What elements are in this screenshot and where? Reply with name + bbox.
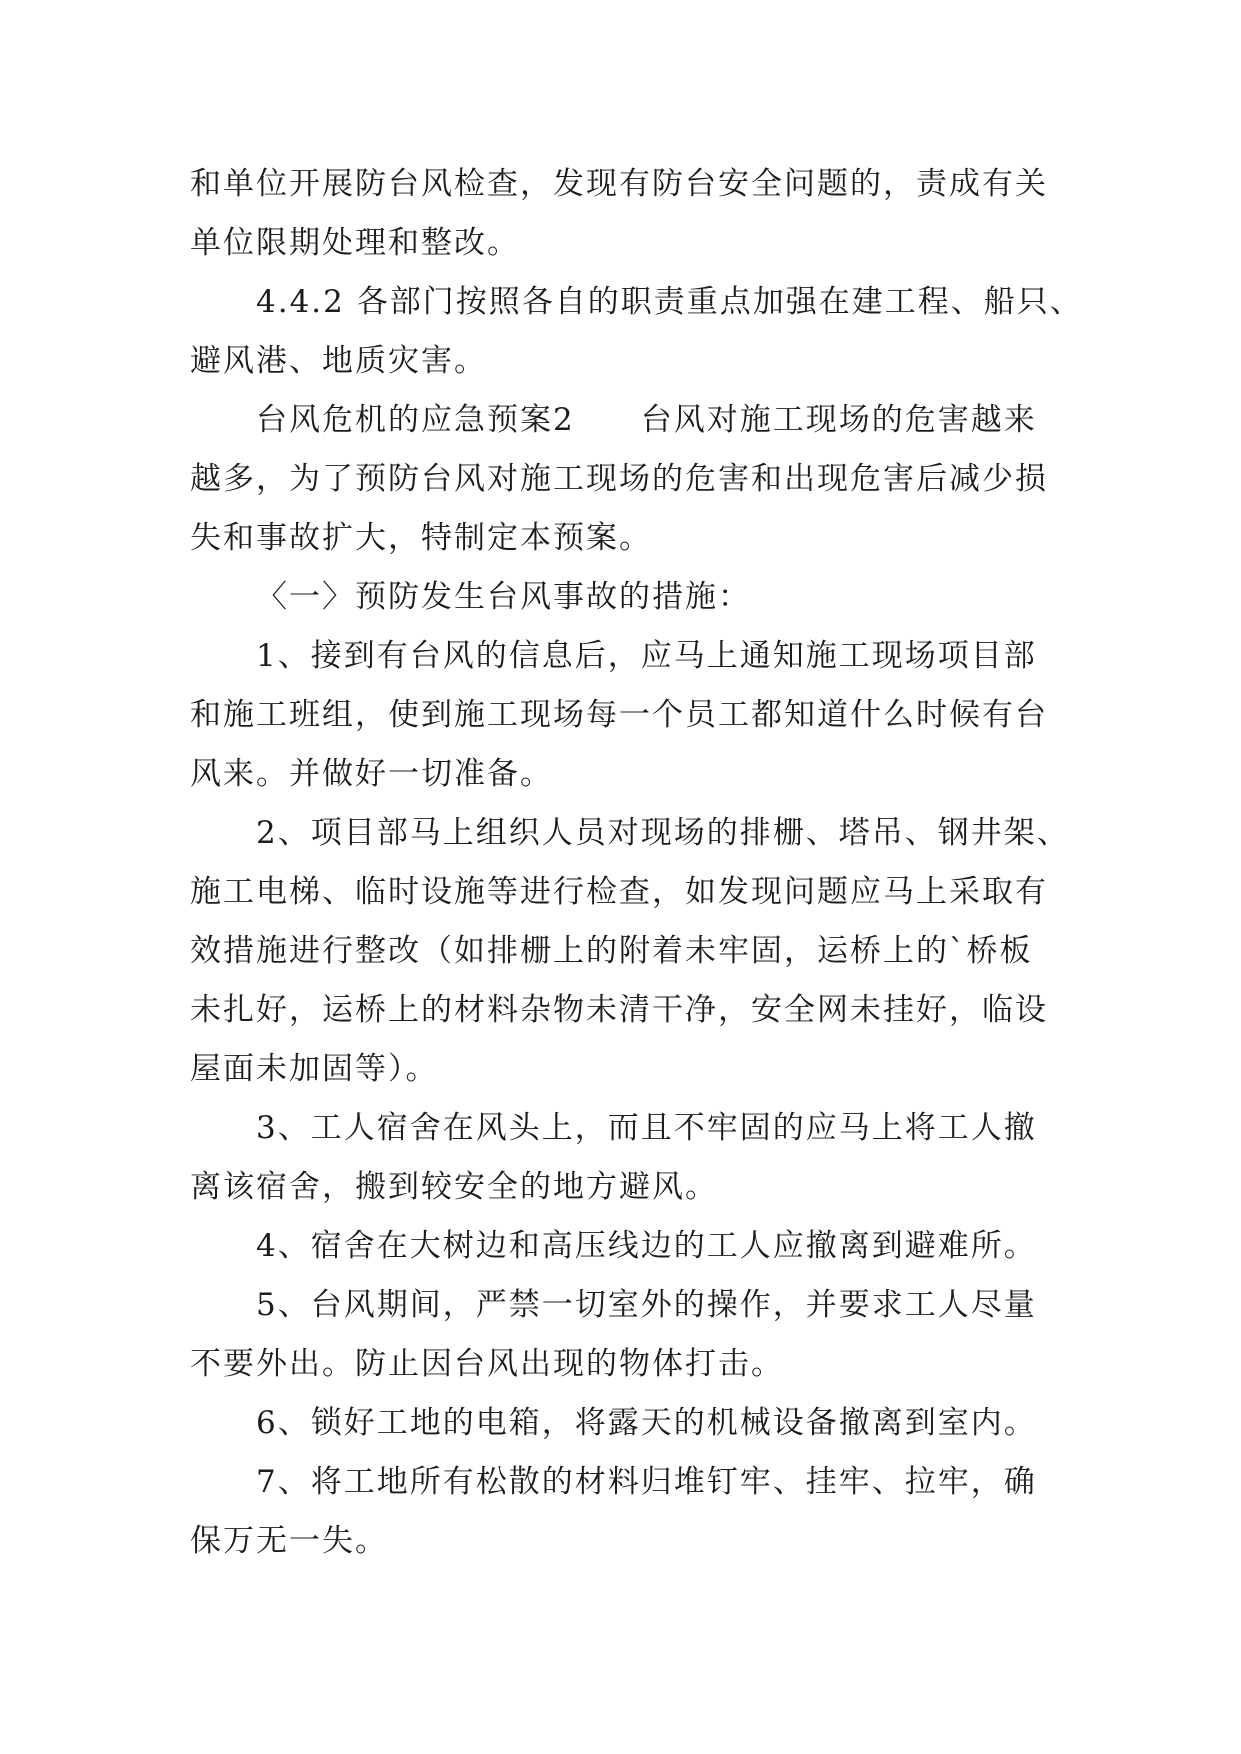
list-item xyxy=(190,1217,1090,1276)
text-line: 和施工班组，使到施工现场每一个员工都知道什么时候有台 xyxy=(190,697,1048,733)
text-line: 3、工人宿舍在风头上，而且不牢固的应马上将工人撤 xyxy=(256,1110,1037,1146)
text-line: 避风港、地质灾害。 xyxy=(190,343,487,379)
list-item xyxy=(190,1453,1090,1571)
text-line: 单位限期处理和整改。 xyxy=(190,225,520,261)
text-line: 4.4.2 各部门按照各自的职责重点加强在建工程、船只、 xyxy=(256,284,1083,320)
text-line: 5、台风期间，严禁一切室外的操作，并要求工人尽量 xyxy=(256,1287,1037,1323)
text-line: 6、锁好工地的电箱，将露天的机械设备撤离到室内。 xyxy=(256,1405,1037,1441)
text-line: 失和事故扩大，特制定本预案。 xyxy=(190,520,652,556)
text-line: 和单位开展防台风检查，发现有防台安全问题的，责成有关 xyxy=(190,166,1048,202)
text-line: 〈一〉预防发生台风事故的措施： xyxy=(256,579,751,615)
text-line: 台风危机的应急预案2 台风对施工现场的危害越来 xyxy=(256,402,1037,438)
section-heading xyxy=(190,568,1090,627)
text-line: 风来。并做好一切准备。 xyxy=(190,756,553,792)
text-line: 越多，为了预防台风对施工现场的危害和出现危害后减少损 xyxy=(190,461,1048,497)
list-item xyxy=(190,804,1090,1099)
paragraph xyxy=(190,273,1090,391)
text-line: 施工电梯、临时设施等进行检查，如发现问题应马上采取有 xyxy=(190,874,1048,910)
text-line: 离该宿舍，搬到较安全的地方避风。 xyxy=(190,1169,718,1205)
document-body xyxy=(190,155,1090,1571)
list-item xyxy=(190,1276,1090,1394)
text-line: 未扎好，运桥上的材料杂物未清干净，安全网未挂好，临设 xyxy=(190,992,1048,1028)
text-line: 屋面未加固等）。 xyxy=(190,1051,439,1087)
list-item xyxy=(190,1099,1090,1217)
text-line: 保万无一失。 xyxy=(190,1523,388,1559)
text-line: 4、宿舍在大树边和高压线边的工人应撤离到避难所。 xyxy=(256,1228,1037,1264)
text-line: 效措施进行整改（如排栅上的附着未牢固，运桥上的`桥板 xyxy=(190,933,1033,969)
paragraph xyxy=(190,391,1090,568)
list-item xyxy=(190,1394,1090,1453)
text-line: 2、项目部马上组织人员对现场的排栅、塔吊、钢井架、 xyxy=(256,815,1070,851)
text-line: 1、接到有台风的信息后，应马上通知施工现场项目部 xyxy=(256,638,1037,674)
text-line: 不要外出。防止因台风出现的物体打击。 xyxy=(190,1346,784,1382)
paragraph xyxy=(190,155,1090,273)
text-line: 7、将工地所有松散的材料归堆钉牢、挂牢、拉牢，确 xyxy=(256,1464,1037,1500)
list-item xyxy=(190,627,1090,804)
